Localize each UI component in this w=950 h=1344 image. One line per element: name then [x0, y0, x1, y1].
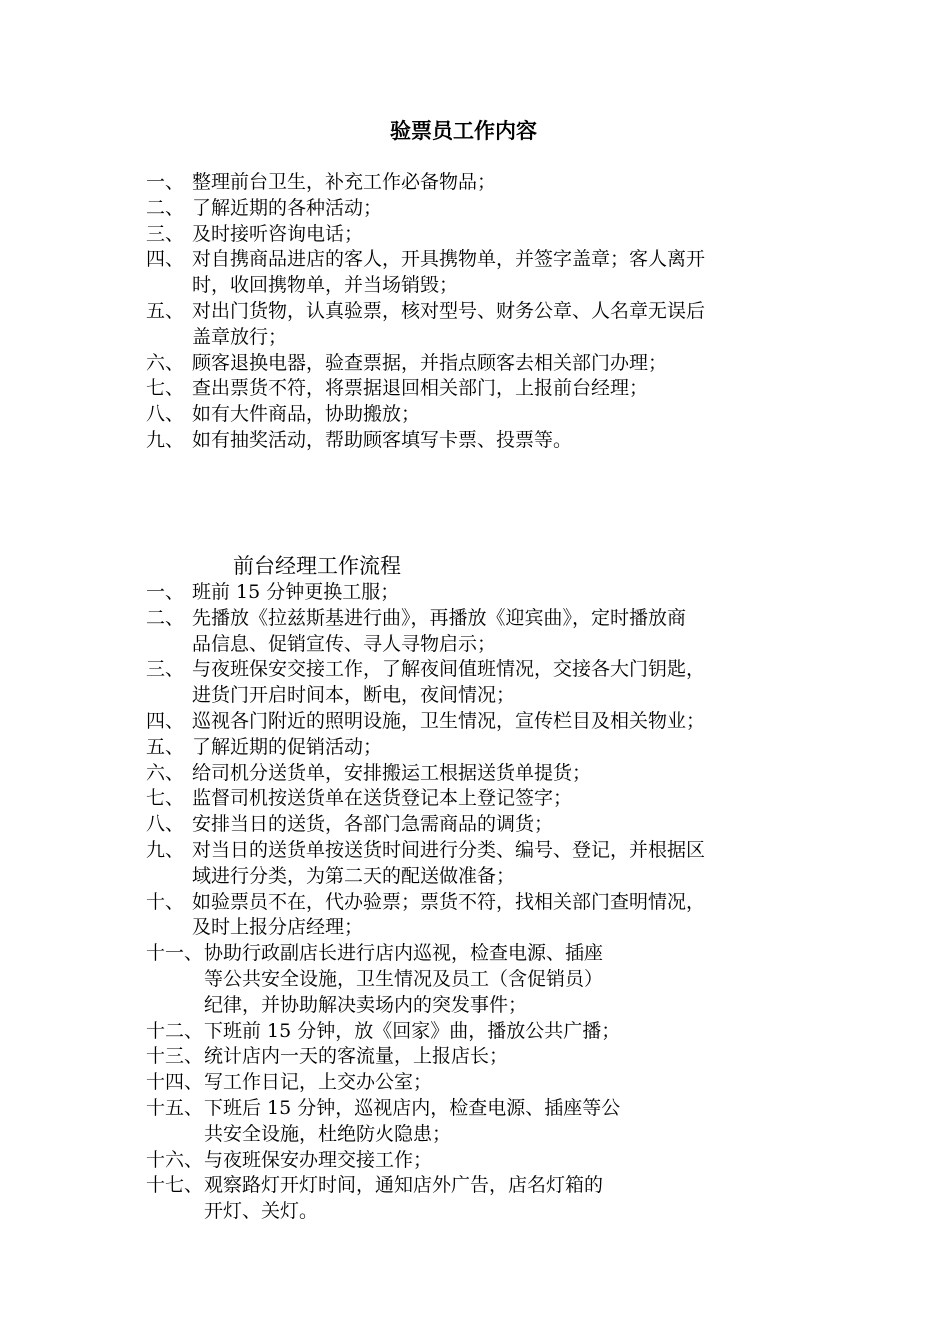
item-number: 八、: [146, 403, 185, 426]
item-text: 整理前台卫生，补充工作必备物品；: [192, 171, 497, 193]
item-text: 如有抽奖活动，帮助顾客填写卡票、投票等。: [192, 428, 573, 451]
item-text: 观察路灯开灯时间，通知店外广告，店名灯箱的 开灯、关灯。: [204, 1174, 604, 1223]
list-item: [146, 657, 826, 709]
list-item: [146, 606, 826, 658]
list-item: [146, 761, 826, 787]
item-text: 给司机分送货单，安排搬运工根据送货单提货；: [192, 761, 592, 784]
list-item: [146, 299, 826, 351]
list-item: [146, 1044, 826, 1070]
item-number: 九、: [146, 838, 185, 861]
list-item: [146, 196, 826, 222]
list-item: [146, 786, 826, 812]
item-number: 八、: [146, 813, 185, 836]
list-item: [146, 941, 826, 1018]
item-number: 四、: [146, 709, 185, 732]
item-number: 十六、: [146, 1148, 204, 1171]
item-text: 巡视各门附近的照明设施，卫生情况，宣传栏目及相关物业；: [192, 709, 706, 732]
item-text: 如有大件商品，协助搬放；: [192, 403, 421, 426]
list-item: [146, 1096, 826, 1148]
item-number: 二、: [146, 606, 185, 629]
list-item: [146, 838, 826, 890]
list-item: [146, 1173, 826, 1225]
item-number: 七、: [146, 377, 185, 400]
item-text: 查出票货不符，将票据退回相关部门，上报前台经理；: [192, 377, 649, 400]
list-item: [146, 247, 826, 299]
item-text: 顾客退换电器，验查票据，并指点顾客去相关部门办理；: [192, 351, 668, 374]
item-number: 十二、: [146, 1019, 204, 1042]
section2-list: [146, 580, 826, 1225]
section1-title: 验票员工作内容: [390, 119, 537, 143]
item-text: 先播放《拉兹斯基进行曲》，再播放《迎宾曲》，定时播放商 品信息、促销宣传、寻人寻物启示；: [192, 606, 687, 655]
item-text: 对自携商品进店的客人，开具携物单，并签字盖章；客人离开 时，收回携物单，并当场销毁；: [192, 248, 706, 297]
list-item: [146, 402, 826, 428]
item-number: 十七、: [146, 1174, 204, 1197]
list-item: [146, 376, 826, 402]
item-number: 二、: [146, 196, 185, 219]
item-text: 协助行政副店长进行店内巡视，检查电源、插座 等公共安全设施，卫生情况及员工（含促销员） 纪律，并协助解决卖场内的突发事件；: [204, 942, 604, 1016]
item-text: 下班前 15 分钟，放《回家》曲，播放公共广播；: [204, 1019, 621, 1042]
item-number: 四、: [146, 248, 185, 271]
item-text: 对当日的送货单按送货时间进行分类、编号、登记，并根据区 域进行分类，为第二天的配送做准备；: [192, 838, 706, 887]
list-item: [146, 709, 826, 735]
section1-list: [146, 170, 826, 454]
item-number: 十四、: [146, 1071, 204, 1094]
item-number: 十、: [146, 890, 185, 913]
list-item: [146, 580, 826, 606]
list-item: [146, 1148, 826, 1174]
item-number: 十五、: [146, 1096, 204, 1119]
list-item: [146, 222, 826, 248]
item-number: 六、: [146, 761, 185, 784]
item-number: 九、: [146, 428, 185, 451]
item-number: 一、: [146, 581, 185, 603]
list-item: [146, 170, 826, 196]
item-number: 七、: [146, 787, 185, 810]
item-number: 五、: [146, 299, 185, 322]
item-text: 监督司机按送货单在送货登记本上登记签字；: [192, 787, 573, 810]
list-item: [146, 1070, 826, 1096]
item-text: 及时接听咨询电话；: [192, 222, 364, 245]
item-text: 与夜班保安交接工作，了解夜间值班情况，交接各大门钥匙， 进货门开启时间本，断电，夜间情况；: [192, 658, 706, 707]
list-item: [146, 1019, 826, 1045]
item-text: 与夜班保安办理交接工作；: [204, 1148, 433, 1171]
item-number: 十三、: [146, 1045, 204, 1068]
item-text: 对出门货物，认真验票，核对型号、财务公章、人名章无误后 盖章放行；: [192, 299, 706, 348]
item-number: 六、: [146, 351, 185, 374]
item-text: 如验票员不在，代办验票；票货不符，找相关部门查明情况， 及时上报分店经理；: [192, 890, 706, 939]
item-number: 三、: [146, 658, 185, 681]
item-text: 班前 15 分钟更换工服；: [192, 581, 400, 603]
list-item: [146, 428, 826, 454]
section2-title: 前台经理工作流程: [233, 554, 401, 578]
item-text: 下班后 15 分钟，巡视店内，检查电源、插座等公 共安全设施，杜绝防火隐患；: [204, 1096, 621, 1145]
list-item: [146, 890, 826, 942]
list-item: [146, 735, 826, 761]
item-text: 统计店内一天的客流量，上报店长；: [204, 1045, 509, 1068]
item-number: 三、: [146, 222, 185, 245]
item-text: 安排当日的送货，各部门急需商品的调货；: [192, 813, 554, 836]
list-item: [146, 812, 826, 838]
list-item: [146, 351, 826, 377]
item-text: 了解近期的各种活动；: [192, 196, 383, 219]
item-text: 了解近期的促销活动；: [192, 735, 383, 758]
item-number: 一、: [146, 171, 185, 193]
item-number: 五、: [146, 735, 185, 758]
item-number: 十一、: [146, 942, 204, 965]
item-text: 写工作日记，上交办公室；: [204, 1071, 433, 1094]
